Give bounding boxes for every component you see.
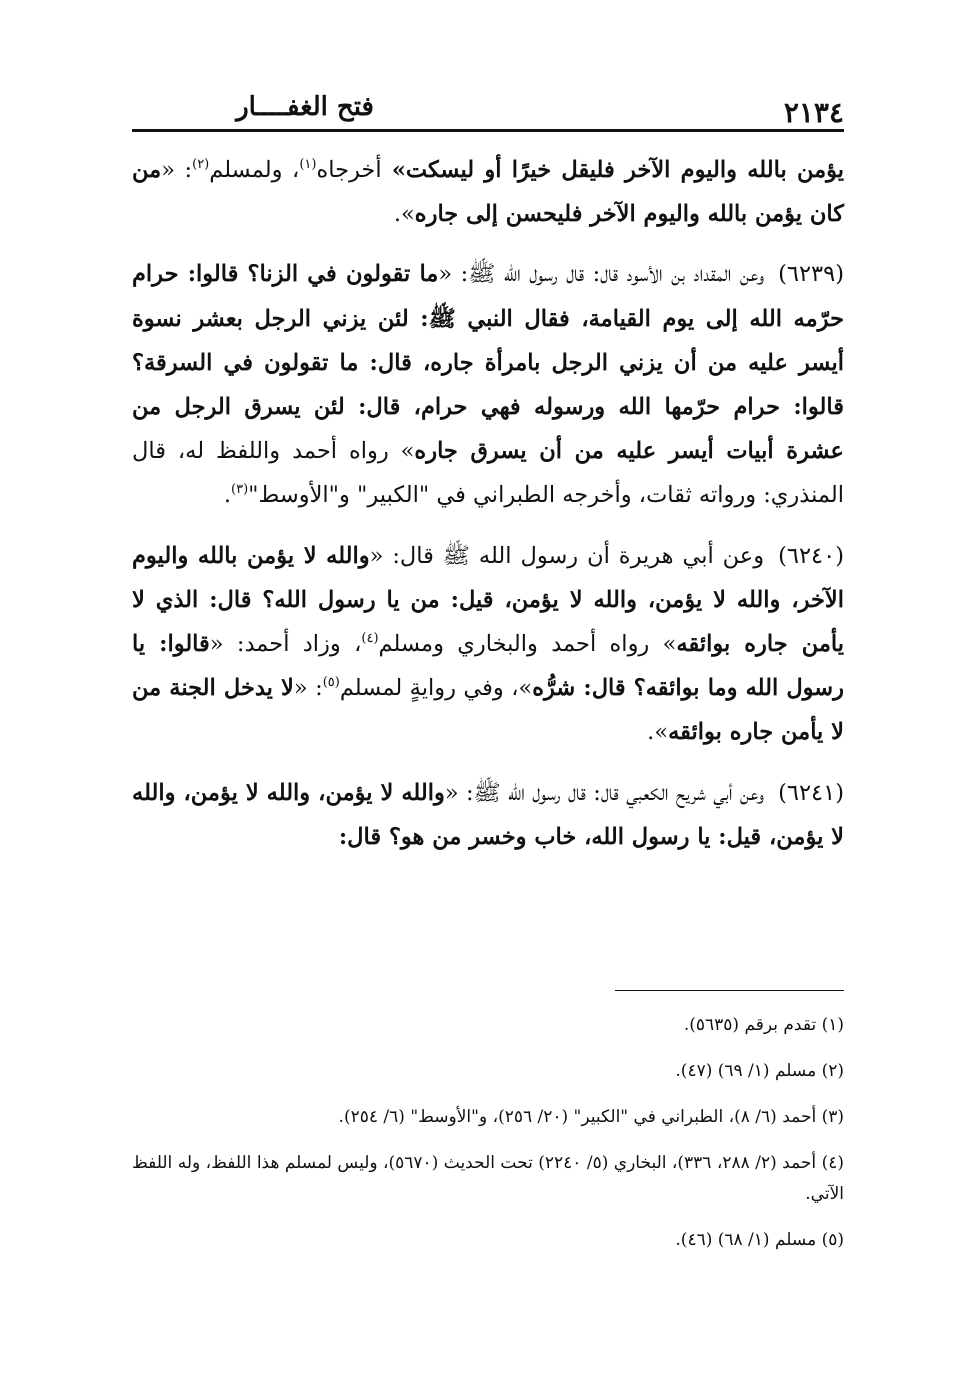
narration-text: »، وفي روايةٍ لمسلم (339, 675, 533, 702)
narration-text: ». (647, 719, 669, 746)
footnote-ref: (٥) (322, 675, 340, 691)
hadith-text: لا يدخل الجنة من لا يأمن جاره بوائقه (132, 675, 844, 746)
narration-text: : « (293, 675, 323, 702)
footnote-separator (615, 990, 844, 991)
footnote-5: (٥) مسلم (١/ ٦٨) (٤٦). (675, 1230, 844, 1250)
hadith-number: (٦٢٣٩) (778, 261, 845, 288)
hadith-text: والله لا يؤمن بالله واليوم الآخر، والله لا يؤمن، والله لا يؤمن، قيل: من يا رسول الله؟ قال: الذي لا يأمن جاره بوائقه (132, 542, 844, 658)
footnote-ref: (١) (299, 157, 317, 172)
main-text (132, 148, 844, 875)
narration-text: ، ولمسلم (209, 157, 300, 183)
narration-text: وعن أبي شريح الكعبي قال: قال رسول الله ﷺ: « (444, 779, 765, 806)
hadith-text: والله لا يؤمن، والله لا يؤمن، والله لا يؤمن، قيل: يا رسول الله، خاب وخسر من هو؟ قال: (132, 779, 844, 850)
footnote-ref: (٤) (361, 631, 379, 647)
hadith-text: ما تقولون في الزنا؟ قالوا: حرام حرّمه الله إلى يوم القيامة، فقال النبي ﷺ: لئن يزني الرجل بعشر نسوة أيسر عليه من أن يزني الرجل بامرأة جاره، قال: ما تقولون في السرقة؟ قالوا: حرام حرّمها الله ورسوله فهي حرام، قال: لئن يسرق الرجل من عشرة أبيات أيسر عليه من أن يسرق جاره (132, 261, 844, 465)
paragraph-continuation (132, 148, 844, 236)
footnote-ref: (٣) (231, 482, 249, 498)
hadith-6240 (132, 534, 844, 755)
running-title: فتح الغفــــار (236, 92, 374, 122)
hadith-text: من كان يؤمن بالله واليوم الآخر فليحسن إلى جاره (132, 157, 844, 228)
narration-text: وعن المقداد بن الأسود قال: قال رسول الله ﷺ: « (438, 261, 765, 288)
hadith-text: يؤمن بالله واليوم الآخر فليقل خيرًا أو ليسكت» (381, 157, 845, 183)
footnote-ref: (٢) (192, 157, 210, 172)
hadith-number: (٦٢٤٠) (778, 542, 845, 569)
narration-text: ، وزاد أحمد: « (209, 631, 362, 658)
hadith-6241 (132, 771, 844, 859)
hadith-number: (٦٢٤١) (778, 779, 844, 806)
footnotes (132, 1010, 844, 1271)
narration-text: . (223, 482, 231, 509)
narration-text: » رواه أحمد والبخاري ومسلم (378, 631, 677, 658)
page-number: ٢١٣٤ (783, 96, 844, 129)
footnote-4: (٤) أحمد (٢/ ٢٨٨، ٣٣٦)، البخاري (٥/ ٢٢٤٠) تحت الحديث (٥٦٧٠)، وليس لمسلم هذا اللفظ، وله اللفظ الآتي. (132, 1153, 844, 1204)
narration-text: ». (393, 201, 415, 228)
page-header (132, 92, 844, 132)
footnote-1: (١) تقدم برقم (٥٦٣٥). (683, 1015, 844, 1035)
narration-text: أخرجاه (316, 157, 382, 183)
hadith-text: قالوا: يا رسول الله وما بوائقه؟ قال: شرُّه (132, 631, 845, 702)
narration-text: : « (161, 157, 193, 183)
narration-text: وعن أبي هريرة أن رسول الله ﷺ قال: « (369, 542, 765, 569)
header-rule (132, 129, 844, 132)
footnote-3: (٣) أحمد (٦/ ٨)، الطبراني في "الكبير" (٢٠/ ٢٥٦)، و"الأوسط" (٦/ ٢٥٤). (338, 1107, 844, 1127)
narration-text: » رواه أحمد واللفظ له، قال المنذري: ورواته ثقات، وأخرجه الطبراني في "الكبير" و"الأوسط" (132, 438, 844, 509)
hadith-6239 (132, 252, 844, 517)
footnote-2: (٢) مسلم (١/ ٦٩) (٤٧). (675, 1061, 844, 1081)
